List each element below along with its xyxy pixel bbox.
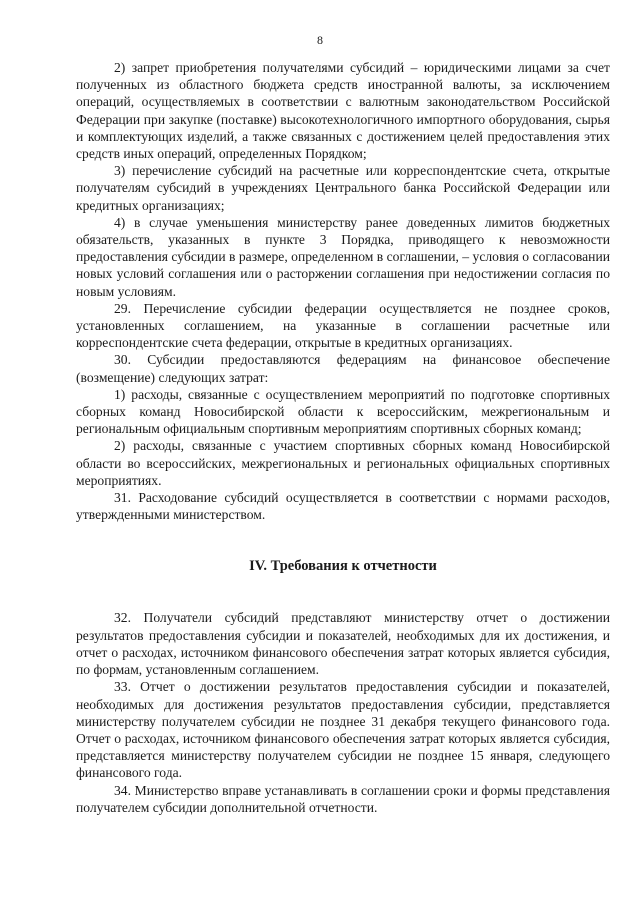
paragraph: 2) расходы, связанные с участием спортивных сборных команд Новосибирской области во всероссийских, межрегиональных и региональных официальных спортивных мероприятиях. [76,438,610,488]
paragraph: 34. Министерство вправе устанавливать в соглашении сроки и формы представления получателем субсидии дополнительной отчетности. [76,782,610,815]
paragraph: 31. Расходование субсидий осуществляется в соответствии с нормами расходов, утвержденными министерством. [76,490,610,523]
paragraph: 1) расходы, связанные с осуществлением мероприятий по подготовке спортивных сборных команд Новосибирской области к всероссийским, межрегиональным и региональным официальным спортивным мероприятиям спортивных сборных команд; [76,386,610,437]
paragraph: 4) в случае уменьшения министерству ранее доведенных лимитов бюджетных обязательств, указанных в пункте 3 Порядка, приводящего к невозможности предоставления субсидии в размере, определенном в соглашении, – условия о согласовании новых условий соглашения или о расторжении соглашения при недостижении согласия по новым условиям. [76,214,610,299]
paragraph: 29. Перечисление субсидии федерации осуществляется не позднее сроков, установленных соглашением, на указанные в соглашении расчетные или корреспондентские счета федерации, открытые в кредитных организациях. [76,300,610,351]
paragraph: 2) запрет приобретения получателями субсидий – юридическими лицами за счет полученных из областного бюджета средств иностранной валюты, за исключением операций, осуществляемых в соответствии с валютным законодательством Российской Федерации при закупке (поставке) высокотехнологичного импортного оборудования, сырья и комплектующих изделий, а также связанных с достижением целей предоставления этих средств иных операций, определенных Порядком; [76,60,610,162]
document-body [76,59,610,816]
page-number: 8 [317,33,323,47]
paragraph: 3) перечисление субсидий на расчетные или корреспондентские счета, открытые получателям субсидий в учреждениях Центрального банка Российской Федерации или кредитных организациях; [76,163,610,213]
section-heading: IV. Требования к отчетности [249,558,437,575]
paragraph: 32. Получатели субсидий представляют министерству отчет о достижении результатов предоставления субсидии и показателей, необходимых для их достижения, и отчет о расходах, источником финансового обеспечения затрат которых является субсидия, по формам, установленным соглашением. [76,610,610,678]
paragraph: 33. Отчет о достижении результатов предоставления субсидии и показателей, необходимых для достижения результатов предоставления субсидии, представляется министерству получателем субсидии не позднее 31 декабря текущего финансового года. Отчет о расходах, источником финансового обеспечения затрат которых является субсидия, представляется министерству получателем субсидии не позднее 15 января, следующего финансового года. [76,679,610,781]
paragraph: 30. Субсидии предоставляются федерациям на финансовое обеспечение (возмещение) следующих затрат: [76,352,610,385]
